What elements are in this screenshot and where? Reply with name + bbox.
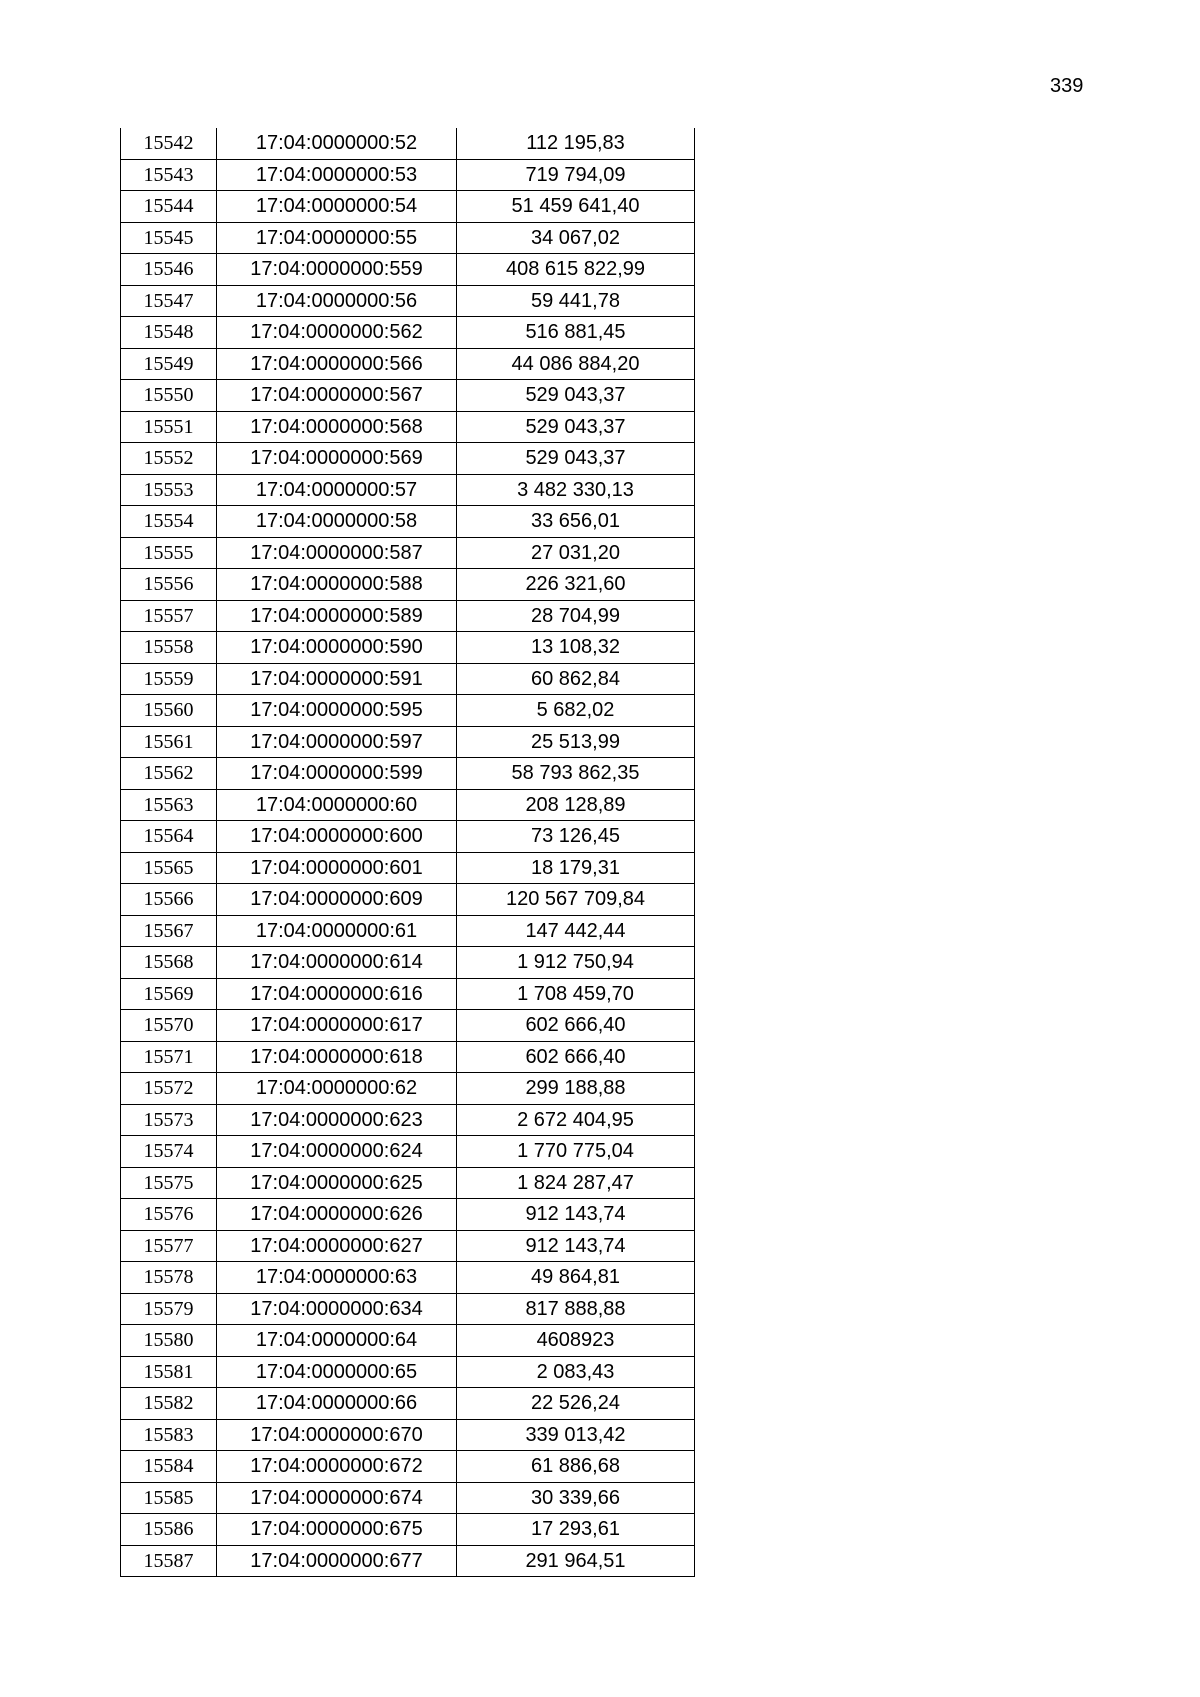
row-number-cell: 15562 [121,758,217,790]
value-cell: 208 128,89 [457,789,695,821]
table-row [121,663,695,695]
cadastral-number-cell: 17:04:0000000:567 [217,380,457,412]
value-cell: 60 862,84 [457,663,695,695]
table-row [121,632,695,664]
row-number-cell: 15583 [121,1419,217,1451]
cadastral-number-cell: 17:04:0000000:65 [217,1356,457,1388]
cadastral-number-cell: 17:04:0000000:589 [217,600,457,632]
value-cell: 817 888,88 [457,1293,695,1325]
value-cell: 28 704,99 [457,600,695,632]
row-number-cell: 15558 [121,632,217,664]
value-cell: 25 513,99 [457,726,695,758]
table-row [121,915,695,947]
table-row [121,726,695,758]
row-number-cell: 15542 [121,128,217,159]
value-cell: 34 067,02 [457,222,695,254]
cadastral-number-cell: 17:04:0000000:625 [217,1167,457,1199]
row-number-cell: 15563 [121,789,217,821]
table-row [121,1356,695,1388]
value-cell: 1 770 775,04 [457,1136,695,1168]
cadastral-number-cell: 17:04:0000000:599 [217,758,457,790]
table-row [121,569,695,601]
table-row [121,348,695,380]
row-number-cell: 15584 [121,1451,217,1483]
row-number-cell: 15547 [121,285,217,317]
row-number-cell: 15561 [121,726,217,758]
value-cell: 147 442,44 [457,915,695,947]
value-cell: 33 656,01 [457,506,695,538]
row-number-cell: 15559 [121,663,217,695]
cadastral-number-cell: 17:04:0000000:675 [217,1514,457,1546]
table-row [121,852,695,884]
table-row [121,978,695,1010]
row-number-cell: 15576 [121,1199,217,1231]
value-cell: 13 108,32 [457,632,695,664]
value-cell: 3 482 330,13 [457,474,695,506]
value-cell: 912 143,74 [457,1199,695,1231]
table-row [121,1419,695,1451]
row-number-cell: 15552 [121,443,217,475]
cadastral-number-cell: 17:04:0000000:623 [217,1104,457,1136]
row-number-cell: 15548 [121,317,217,349]
table-row [121,191,695,223]
cadastral-number-cell: 17:04:0000000:597 [217,726,457,758]
cadastral-number-cell: 17:04:0000000:677 [217,1545,457,1577]
row-number-cell: 15556 [121,569,217,601]
table-row [121,1041,695,1073]
cadastral-number-cell: 17:04:0000000:57 [217,474,457,506]
cadastral-number-cell: 17:04:0000000:53 [217,159,457,191]
table-row [121,1230,695,1262]
cadastral-number-cell: 17:04:0000000:609 [217,884,457,916]
table-row [121,474,695,506]
table-row [121,1388,695,1420]
value-cell: 120 567 709,84 [457,884,695,916]
table-row [121,1199,695,1231]
cadastral-number-cell: 17:04:0000000:591 [217,663,457,695]
table-row [121,537,695,569]
value-cell: 2 083,43 [457,1356,695,1388]
row-number-cell: 15579 [121,1293,217,1325]
cadastral-number-cell: 17:04:0000000:58 [217,506,457,538]
cadastral-number-cell: 17:04:0000000:568 [217,411,457,443]
cadastral-number-cell: 17:04:0000000:52 [217,128,457,159]
row-number-cell: 15565 [121,852,217,884]
cadastral-number-cell: 17:04:0000000:624 [217,1136,457,1168]
cadastral-number-cell: 17:04:0000000:54 [217,191,457,223]
value-cell: 516 881,45 [457,317,695,349]
cadastral-number-cell: 17:04:0000000:590 [217,632,457,664]
row-number-cell: 15575 [121,1167,217,1199]
table-row [121,285,695,317]
cadastral-number-cell: 17:04:0000000:587 [217,537,457,569]
table-row [121,789,695,821]
row-number-cell: 15551 [121,411,217,443]
cadastral-number-cell: 17:04:0000000:601 [217,852,457,884]
value-cell: 27 031,20 [457,537,695,569]
row-number-cell: 15553 [121,474,217,506]
row-number-cell: 15544 [121,191,217,223]
table-row [121,1073,695,1105]
table-row [121,222,695,254]
cadastral-number-cell: 17:04:0000000:616 [217,978,457,1010]
table-row [121,821,695,853]
value-cell: 17 293,61 [457,1514,695,1546]
cadastral-number-cell: 17:04:0000000:618 [217,1041,457,1073]
table-row [121,884,695,916]
table-row [121,380,695,412]
cadastral-number-cell: 17:04:0000000:614 [217,947,457,979]
row-number-cell: 15543 [121,159,217,191]
cadastral-number-cell: 17:04:0000000:56 [217,285,457,317]
cadastral-number-cell: 17:04:0000000:569 [217,443,457,475]
table-row [121,411,695,443]
value-cell: 61 886,68 [457,1451,695,1483]
row-number-cell: 15578 [121,1262,217,1294]
value-cell: 112 195,83 [457,128,695,159]
value-cell: 4608923 [457,1325,695,1357]
cadastral-number-cell: 17:04:0000000:627 [217,1230,457,1262]
table-row [121,947,695,979]
value-cell: 408 615 822,99 [457,254,695,286]
cadastral-number-cell: 17:04:0000000:559 [217,254,457,286]
table-row [121,159,695,191]
table-row [121,695,695,727]
row-number-cell: 15566 [121,884,217,916]
value-cell: 2 672 404,95 [457,1104,695,1136]
cadastral-number-cell: 17:04:0000000:61 [217,915,457,947]
row-number-cell: 15557 [121,600,217,632]
table-row [121,600,695,632]
table-row [121,1104,695,1136]
row-number-cell: 15585 [121,1482,217,1514]
row-number-cell: 15577 [121,1230,217,1262]
cadastral-number-cell: 17:04:0000000:634 [217,1293,457,1325]
row-number-cell: 15572 [121,1073,217,1105]
value-cell: 719 794,09 [457,159,695,191]
row-number-cell: 15582 [121,1388,217,1420]
row-number-cell: 15586 [121,1514,217,1546]
cadastral-number-cell: 17:04:0000000:62 [217,1073,457,1105]
table-row [121,1010,695,1042]
cadastral-number-cell: 17:04:0000000:674 [217,1482,457,1514]
row-number-cell: 15580 [121,1325,217,1357]
cadastral-number-cell: 17:04:0000000:55 [217,222,457,254]
cadastral-number-cell: 17:04:0000000:66 [217,1388,457,1420]
value-cell: 291 964,51 [457,1545,695,1577]
value-cell: 44 086 884,20 [457,348,695,380]
cadastral-number-cell: 17:04:0000000:64 [217,1325,457,1357]
page-number: 339 [1050,75,1084,97]
value-cell: 51 459 641,40 [457,191,695,223]
value-cell: 529 043,37 [457,411,695,443]
row-number-cell: 15555 [121,537,217,569]
row-number-cell: 15571 [121,1041,217,1073]
row-number-cell: 15568 [121,947,217,979]
table-row [121,506,695,538]
value-cell: 22 526,24 [457,1388,695,1420]
row-number-cell: 15550 [121,380,217,412]
row-number-cell: 15564 [121,821,217,853]
table-row [121,1293,695,1325]
table-body [121,128,695,1577]
value-cell: 912 143,74 [457,1230,695,1262]
data-table [120,128,695,1577]
table-row [121,1451,695,1483]
table-row [121,317,695,349]
cadastral-number-cell: 17:04:0000000:63 [217,1262,457,1294]
cadastral-number-cell: 17:04:0000000:566 [217,348,457,380]
value-cell: 1 708 459,70 [457,978,695,1010]
table-row [121,1325,695,1357]
value-cell: 59 441,78 [457,285,695,317]
table-row [121,443,695,475]
value-cell: 58 793 862,35 [457,758,695,790]
value-cell: 226 321,60 [457,569,695,601]
row-number-cell: 15587 [121,1545,217,1577]
table-row [121,1167,695,1199]
value-cell: 73 126,45 [457,821,695,853]
value-cell: 49 864,81 [457,1262,695,1294]
row-number-cell: 15545 [121,222,217,254]
value-cell: 602 666,40 [457,1041,695,1073]
cadastral-number-cell: 17:04:0000000:626 [217,1199,457,1231]
value-cell: 18 179,31 [457,852,695,884]
cadastral-number-cell: 17:04:0000000:60 [217,789,457,821]
cadastral-number-cell: 17:04:0000000:670 [217,1419,457,1451]
table-row [121,1136,695,1168]
value-cell: 529 043,37 [457,380,695,412]
value-cell: 299 188,88 [457,1073,695,1105]
value-cell: 5 682,02 [457,695,695,727]
value-cell: 529 043,37 [457,443,695,475]
table-row [121,1514,695,1546]
value-cell: 1 824 287,47 [457,1167,695,1199]
row-number-cell: 15569 [121,978,217,1010]
table-row [121,128,695,159]
table-row [121,1262,695,1294]
value-cell: 602 666,40 [457,1010,695,1042]
row-number-cell: 15546 [121,254,217,286]
row-number-cell: 15573 [121,1104,217,1136]
cadastral-number-cell: 17:04:0000000:588 [217,569,457,601]
value-cell: 1 912 750,94 [457,947,695,979]
row-number-cell: 15549 [121,348,217,380]
cadastral-number-cell: 17:04:0000000:595 [217,695,457,727]
table-row [121,1545,695,1577]
row-number-cell: 15574 [121,1136,217,1168]
row-number-cell: 15570 [121,1010,217,1042]
cadastral-number-cell: 17:04:0000000:617 [217,1010,457,1042]
cadastral-number-cell: 17:04:0000000:562 [217,317,457,349]
value-cell: 339 013,42 [457,1419,695,1451]
row-number-cell: 15554 [121,506,217,538]
value-cell: 30 339,66 [457,1482,695,1514]
table-row [121,1482,695,1514]
table-row [121,758,695,790]
cadastral-number-cell: 17:04:0000000:672 [217,1451,457,1483]
table-row [121,254,695,286]
row-number-cell: 15560 [121,695,217,727]
row-number-cell: 15567 [121,915,217,947]
cadastral-number-cell: 17:04:0000000:600 [217,821,457,853]
row-number-cell: 15581 [121,1356,217,1388]
